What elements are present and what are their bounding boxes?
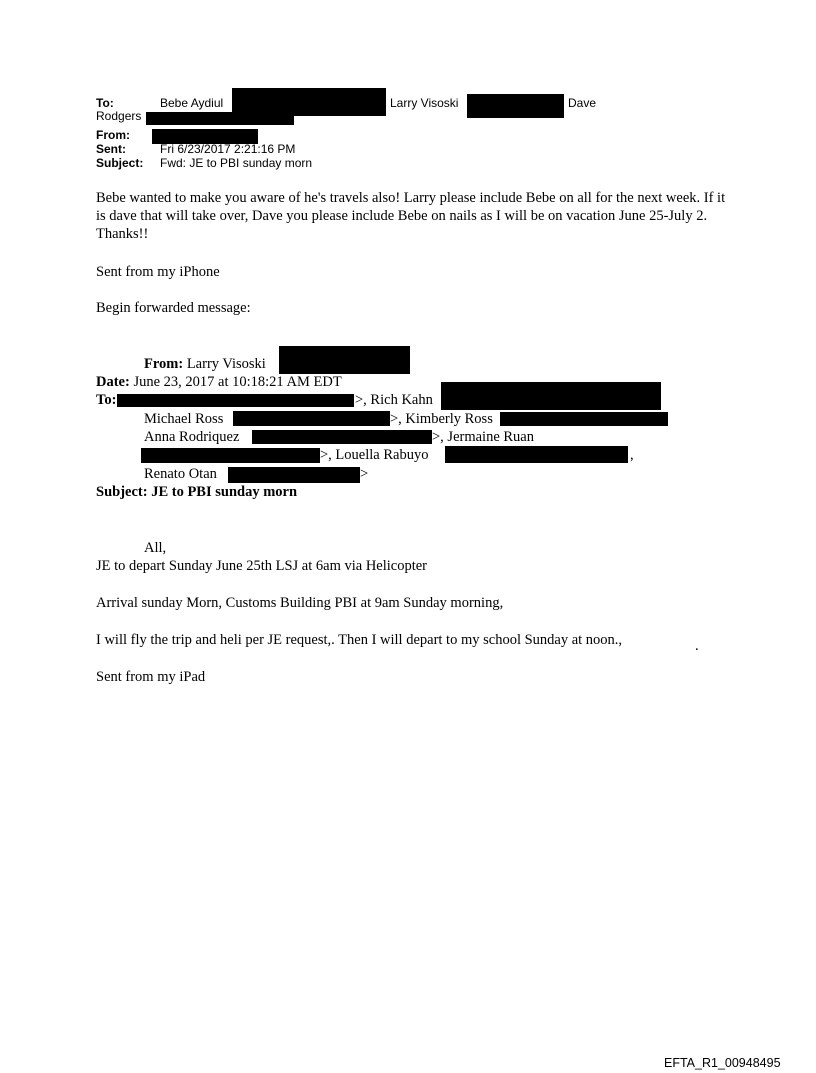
begin-forwarded: Begin forwarded message: xyxy=(96,300,251,316)
header-from-label: From: xyxy=(96,128,130,142)
message-line1: JE to depart Sunday June 25th LSJ at 6am via Helicopter xyxy=(96,558,428,574)
fwd-to-line4a: >, Louella Rabuyo xyxy=(320,447,429,463)
header-to-name1: Bebe Aydiul xyxy=(160,96,224,110)
fwd-to-line5a: Renato Otan xyxy=(144,466,217,482)
redaction-box xyxy=(500,412,668,426)
redaction-box xyxy=(445,446,628,463)
fwd-to-line4b: , xyxy=(630,447,634,463)
bates-number: EFTA_R1_00948495 xyxy=(664,1056,781,1070)
redaction-box xyxy=(146,112,294,125)
fwd-from-line: From: Larry Visoski xyxy=(144,356,266,372)
redaction-box xyxy=(117,394,354,407)
redaction-box xyxy=(228,467,360,483)
message-line3: I will fly the trip and heli per JE request,. Then I will depart to my school Sunday at noon., xyxy=(96,632,623,648)
fwd-to-line1: >, Rich Kahn xyxy=(355,392,433,408)
fwd-to-label: To: xyxy=(96,392,117,408)
sent-from-iphone: Sent from my iPhone xyxy=(96,264,220,280)
fwd-to-line3a: Anna Rodriquez xyxy=(144,429,240,445)
fwd-to-line3b: >, Jermaine Ruan xyxy=(432,429,534,445)
fwd-to-line2a: Michael Ross xyxy=(144,411,224,427)
redaction-box xyxy=(467,94,564,118)
redaction-box xyxy=(233,411,390,426)
message-greeting: All, xyxy=(144,540,167,556)
fwd-to-line2b: >, Kimberly Ross xyxy=(390,411,493,427)
header-to-label: To: xyxy=(96,96,114,110)
header-sent-value: Fri 6/23/2017 2:21:16 PM xyxy=(160,142,296,156)
message-dot: . xyxy=(695,638,699,654)
header-subject-value: Fwd: JE to PBI sunday morn xyxy=(160,156,313,170)
body-paragraph: Bebe wanted to make you aware of he's travels also! Larry please include Bebe on all for the next week. If it is dave that will take over, Dave you please include Bebe on nails as I will be on vacation June 25-July 2. Thanks!! xyxy=(96,190,726,242)
message-signoff: Sent from my iPad xyxy=(96,669,206,685)
redaction-box xyxy=(141,448,320,463)
redaction-box xyxy=(279,346,410,374)
message-line2: Arrival sunday Morn, Customs Building PBI at 9am Sunday morning, xyxy=(96,595,504,611)
header-to-name2: Larry Visoski xyxy=(390,96,459,110)
redaction-box xyxy=(441,382,661,410)
fwd-to-line5b: > xyxy=(360,466,369,482)
header-sent-label: Sent: xyxy=(96,142,126,156)
fwd-date-line: Date: June 23, 2017 at 10:18:21 AM EDT xyxy=(96,374,342,390)
header-to-name3: Dave xyxy=(568,96,597,110)
fwd-subject-line: Subject: JE to PBI sunday morn xyxy=(96,484,298,500)
header-to-name3b: Rodgers xyxy=(96,109,142,123)
redaction-box xyxy=(252,430,432,444)
header-subject-label: Subject: xyxy=(96,156,144,170)
